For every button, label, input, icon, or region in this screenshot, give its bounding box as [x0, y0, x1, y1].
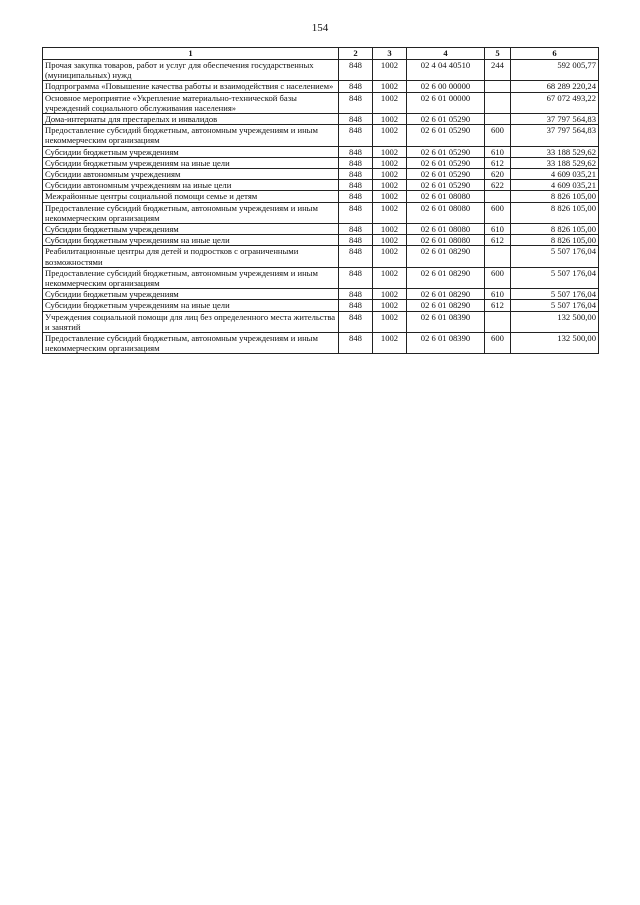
row-amount-cell: 33 188 529,62: [511, 157, 599, 168]
table-row: [43, 267, 599, 288]
row-expense-type-cell: 610: [485, 146, 511, 157]
row-amount-cell: 33 188 529,62: [511, 146, 599, 157]
row-expense-type-cell: 622: [485, 180, 511, 191]
row-expense-type-cell: 600: [485, 125, 511, 146]
row-expense-type-cell: 612: [485, 157, 511, 168]
row-expense-type-cell: [485, 92, 511, 113]
row-section-code-cell: 1002: [373, 333, 407, 354]
budget-table: [42, 47, 599, 354]
row-admin-code-cell: 848: [339, 267, 373, 288]
row-amount-cell: 132 500,00: [511, 311, 599, 332]
header-col-2: 2: [339, 48, 373, 60]
row-amount-cell: 68 289 220,24: [511, 81, 599, 92]
row-name-cell: Межрайонные центры социальной помощи семье и детям: [43, 191, 339, 202]
table-row: [43, 169, 599, 180]
table-header-row: [43, 48, 599, 60]
row-name-cell: Основное мероприятие «Укрепление материально-технической базы учреждений социального обслуживания населения»: [43, 92, 339, 113]
row-section-code-cell: 1002: [373, 267, 407, 288]
row-admin-code-cell: 848: [339, 157, 373, 168]
row-target-code-cell: 02 6 01 05290: [407, 169, 485, 180]
table-row: [43, 202, 599, 223]
row-target-code-cell: 02 6 01 08290: [407, 300, 485, 311]
row-expense-type-cell: 244: [485, 60, 511, 81]
row-admin-code-cell: 848: [339, 169, 373, 180]
row-target-code-cell: 02 6 00 00000: [407, 81, 485, 92]
row-target-code-cell: 02 6 01 08290: [407, 267, 485, 288]
row-name-cell: Предоставление субсидий бюджетным, автономным учреждениям и иным некоммерческим организациям: [43, 125, 339, 146]
row-section-code-cell: 1002: [373, 235, 407, 246]
row-admin-code-cell: 848: [339, 92, 373, 113]
row-name-cell: Предоставление субсидий бюджетным, автономным учреждениям и иным некоммерческим организациям: [43, 333, 339, 354]
row-section-code-cell: 1002: [373, 191, 407, 202]
row-amount-cell: 5 507 176,04: [511, 246, 599, 267]
row-target-code-cell: 02 6 01 08080: [407, 202, 485, 223]
table-row: [43, 224, 599, 235]
row-name-cell: Субсидии бюджетным учреждениям на иные цели: [43, 300, 339, 311]
row-name-cell: Предоставление субсидий бюджетным, автономным учреждениям и иным некоммерческим организациям: [43, 267, 339, 288]
row-amount-cell: 37 797 564,83: [511, 114, 599, 125]
header-col-4: 4: [407, 48, 485, 60]
row-amount-cell: 8 826 105,00: [511, 235, 599, 246]
row-expense-type-cell: 610: [485, 289, 511, 300]
row-amount-cell: 4 609 035,21: [511, 169, 599, 180]
row-expense-type-cell: [485, 191, 511, 202]
row-name-cell: Субсидии автономным учреждениям: [43, 169, 339, 180]
row-admin-code-cell: 848: [339, 311, 373, 332]
row-expense-type-cell: 612: [485, 300, 511, 311]
row-name-cell: Субсидии бюджетным учреждениям: [43, 289, 339, 300]
row-section-code-cell: 1002: [373, 60, 407, 81]
row-admin-code-cell: 848: [339, 191, 373, 202]
row-admin-code-cell: 848: [339, 235, 373, 246]
row-target-code-cell: 02 6 01 08390: [407, 333, 485, 354]
table-row: [43, 191, 599, 202]
page-number: 154: [311, 22, 329, 34]
table-row: [43, 333, 599, 354]
header-col-3: 3: [373, 48, 407, 60]
row-amount-cell: 8 826 105,00: [511, 224, 599, 235]
table-row: [43, 300, 599, 311]
row-expense-type-cell: 600: [485, 333, 511, 354]
row-target-code-cell: 02 6 01 08080: [407, 235, 485, 246]
row-section-code-cell: 1002: [373, 169, 407, 180]
table-row: [43, 311, 599, 332]
row-name-cell: Субсидии бюджетным учреждениям на иные цели: [43, 235, 339, 246]
row-target-code-cell: 02 4 04 40510: [407, 60, 485, 81]
row-target-code-cell: 02 6 01 00000: [407, 92, 485, 113]
row-section-code-cell: 1002: [373, 289, 407, 300]
row-admin-code-cell: 848: [339, 300, 373, 311]
row-expense-type-cell: 600: [485, 267, 511, 288]
header-col-1: 1: [43, 48, 339, 60]
row-target-code-cell: 02 6 01 05290: [407, 146, 485, 157]
row-section-code-cell: 1002: [373, 311, 407, 332]
table-row: [43, 157, 599, 168]
table-row: [43, 60, 599, 81]
row-amount-cell: 5 507 176,04: [511, 267, 599, 288]
row-target-code-cell: 02 6 01 08290: [407, 289, 485, 300]
row-admin-code-cell: 848: [339, 114, 373, 125]
row-name-cell: Предоставление субсидий бюджетным, автономным учреждениям и иным некоммерческим организациям: [43, 202, 339, 223]
table-row: [43, 125, 599, 146]
row-target-code-cell: 02 6 01 08080: [407, 191, 485, 202]
table-row: [43, 81, 599, 92]
row-name-cell: Прочая закупка товаров, работ и услуг для обеспечения государственных (муниципальных) нужд: [43, 60, 339, 81]
row-section-code-cell: 1002: [373, 246, 407, 267]
header-col-6: 6: [511, 48, 599, 60]
row-name-cell: Подпрограмма «Повышение качества работы и взаимодействия с населением»: [43, 81, 339, 92]
row-section-code-cell: 1002: [373, 224, 407, 235]
row-expense-type-cell: 620: [485, 169, 511, 180]
row-target-code-cell: 02 6 01 08290: [407, 246, 485, 267]
row-name-cell: Учреждения социальной помощи для лиц без определенного места жительства и занятий: [43, 311, 339, 332]
row-amount-cell: 4 609 035,21: [511, 180, 599, 191]
row-amount-cell: 592 005,77: [511, 60, 599, 81]
row-expense-type-cell: [485, 311, 511, 332]
table-row: [43, 146, 599, 157]
row-amount-cell: 8 826 105,00: [511, 191, 599, 202]
row-admin-code-cell: 848: [339, 125, 373, 146]
row-admin-code-cell: 848: [339, 246, 373, 267]
row-expense-type-cell: 600: [485, 202, 511, 223]
header-col-5: 5: [485, 48, 511, 60]
row-target-code-cell: 02 6 01 05290: [407, 157, 485, 168]
row-section-code-cell: 1002: [373, 92, 407, 113]
row-name-cell: Реабилитационные центры для детей и подростков с ограниченными возможностями: [43, 246, 339, 267]
row-section-code-cell: 1002: [373, 146, 407, 157]
row-target-code-cell: 02 6 01 08080: [407, 224, 485, 235]
row-name-cell: Субсидии бюджетным учреждениям: [43, 146, 339, 157]
row-section-code-cell: 1002: [373, 157, 407, 168]
row-section-code-cell: 1002: [373, 180, 407, 191]
table-row: [43, 289, 599, 300]
row-admin-code-cell: 848: [339, 81, 373, 92]
table-row: [43, 180, 599, 191]
row-section-code-cell: 1002: [373, 125, 407, 146]
row-amount-cell: 8 826 105,00: [511, 202, 599, 223]
row-target-code-cell: 02 6 01 08390: [407, 311, 485, 332]
row-amount-cell: 5 507 176,04: [511, 289, 599, 300]
row-admin-code-cell: 848: [339, 333, 373, 354]
row-amount-cell: 37 797 564,83: [511, 125, 599, 146]
row-expense-type-cell: [485, 114, 511, 125]
row-name-cell: Субсидии автономным учреждениям на иные цели: [43, 180, 339, 191]
row-section-code-cell: 1002: [373, 300, 407, 311]
row-admin-code-cell: 848: [339, 224, 373, 235]
row-section-code-cell: 1002: [373, 81, 407, 92]
row-name-cell: Субсидии бюджетным учреждениям на иные цели: [43, 157, 339, 168]
row-amount-cell: 5 507 176,04: [511, 300, 599, 311]
row-section-code-cell: 1002: [373, 202, 407, 223]
table-row: [43, 114, 599, 125]
row-target-code-cell: 02 6 01 05290: [407, 114, 485, 125]
row-expense-type-cell: [485, 81, 511, 92]
row-admin-code-cell: 848: [339, 146, 373, 157]
table-row: [43, 235, 599, 246]
row-section-code-cell: 1002: [373, 114, 407, 125]
row-expense-type-cell: [485, 246, 511, 267]
table-row: [43, 92, 599, 113]
row-amount-cell: 132 500,00: [511, 333, 599, 354]
row-amount-cell: 67 072 493,22: [511, 92, 599, 113]
row-admin-code-cell: 848: [339, 60, 373, 81]
row-admin-code-cell: 848: [339, 289, 373, 300]
table-row: [43, 246, 599, 267]
row-expense-type-cell: 612: [485, 235, 511, 246]
row-name-cell: Субсидии бюджетным учреждениям: [43, 224, 339, 235]
row-admin-code-cell: 848: [339, 202, 373, 223]
row-expense-type-cell: 610: [485, 224, 511, 235]
row-target-code-cell: 02 6 01 05290: [407, 180, 485, 191]
row-name-cell: Дома-интернаты для престарелых и инвалидов: [43, 114, 339, 125]
row-admin-code-cell: 848: [339, 180, 373, 191]
row-target-code-cell: 02 6 01 05290: [407, 125, 485, 146]
